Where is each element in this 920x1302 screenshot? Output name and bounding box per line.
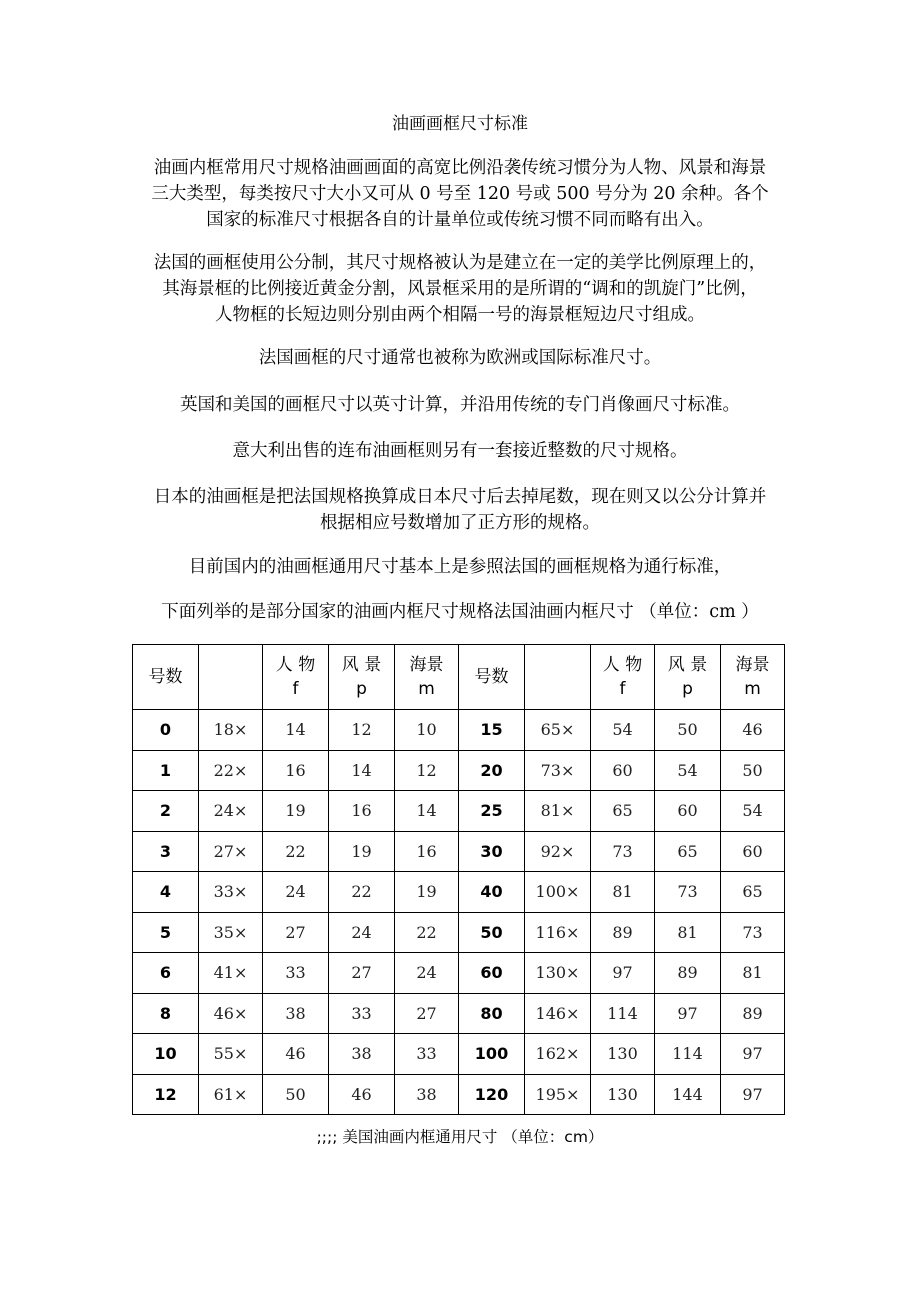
- table-row: [133, 912, 785, 953]
- table-row: [133, 1034, 785, 1075]
- cell-figure: 50: [263, 1074, 329, 1115]
- cell-figure: 33: [263, 953, 329, 994]
- cell-size: 41×: [199, 953, 263, 994]
- paragraph-line: 国家的标准尺寸根据各自的计量单位或传统习惯不同而略有出入。: [206, 210, 714, 230]
- cell-figure: 60: [591, 750, 655, 791]
- document-title: 油画画框尺寸标准: [392, 114, 528, 134]
- cell-landscape: 89: [655, 953, 721, 994]
- cell-landscape: 97: [655, 993, 721, 1034]
- table-body: [133, 710, 785, 1115]
- table-caption: [130, 599, 790, 625]
- cell-marine: 38: [395, 1074, 459, 1115]
- cell-size: 92×: [525, 831, 591, 872]
- paragraph-intro: [130, 155, 790, 233]
- cell-number: 1: [133, 750, 199, 791]
- cell-figure: 14: [263, 710, 329, 751]
- cell-figure: 54: [591, 710, 655, 751]
- header-figure: 人 物 f: [591, 645, 655, 710]
- table-row: [133, 710, 785, 751]
- table-row: [133, 831, 785, 872]
- cell-landscape: 22: [329, 872, 395, 913]
- cell-landscape: 19: [329, 831, 395, 872]
- header-marine: 海景 m: [721, 645, 785, 710]
- france-frame-size-table: [132, 644, 785, 1115]
- paragraph-line: 根据相应号数增加了正方形的规格。: [320, 513, 600, 533]
- paragraph-japan: [130, 484, 790, 536]
- paragraph-line: 油画内框常用尺寸规格油画画面的高宽比例沿袭传统习惯分为人物、风景和海景: [153, 158, 767, 178]
- cell-marine: 54: [721, 791, 785, 832]
- cell-number: 8: [133, 993, 199, 1034]
- cell-landscape: 50: [655, 710, 721, 751]
- cell-size: 100×: [525, 872, 591, 913]
- cell-size: 18×: [199, 710, 263, 751]
- header-size: [199, 645, 263, 710]
- cell-number: 25: [459, 791, 525, 832]
- cell-size: 146×: [525, 993, 591, 1034]
- header-marine: 海景 m: [395, 645, 459, 710]
- cell-marine: 10: [395, 710, 459, 751]
- cell-marine: 73: [721, 912, 785, 953]
- paragraph-line: 法国的画框使用公分制，其尺寸规格被认为是建立在一定的美学比例原理上的，: [153, 253, 767, 273]
- cell-number: 100: [459, 1034, 525, 1075]
- cell-figure: 81: [591, 872, 655, 913]
- cell-size: 65×: [525, 710, 591, 751]
- footer-caption: ;;;; 美国油画内框通用尺寸 （单位：cm）: [316, 1128, 604, 1146]
- cell-size: 33×: [199, 872, 263, 913]
- paragraph-line: 人物框的长短边则分别由两个相隔一号的海景框短边尺寸组成。: [215, 305, 705, 325]
- cell-marine: 46: [721, 710, 785, 751]
- cell-number: 6: [133, 953, 199, 994]
- cell-size: 81×: [525, 791, 591, 832]
- table-row: [133, 953, 785, 994]
- cell-number: 60: [459, 953, 525, 994]
- cell-number: 80: [459, 993, 525, 1034]
- cell-figure: 89: [591, 912, 655, 953]
- cell-landscape: 60: [655, 791, 721, 832]
- cell-size: 35×: [199, 912, 263, 953]
- cell-figure: 38: [263, 993, 329, 1034]
- cell-marine: 89: [721, 993, 785, 1034]
- cell-landscape: 24: [329, 912, 395, 953]
- cell-landscape: 27: [329, 953, 395, 994]
- cell-marine: 19: [395, 872, 459, 913]
- cell-number: 10: [133, 1034, 199, 1075]
- cell-landscape: 12: [329, 710, 395, 751]
- cell-landscape: 46: [329, 1074, 395, 1115]
- cell-marine: 22: [395, 912, 459, 953]
- cell-number: 120: [459, 1074, 525, 1115]
- cell-figure: 16: [263, 750, 329, 791]
- cell-number: 4: [133, 872, 199, 913]
- paragraph-line: 意大利出售的连布油画框则另有一套接近整数的尺寸规格。: [232, 441, 688, 461]
- header-size: [525, 645, 591, 710]
- cell-marine: 14: [395, 791, 459, 832]
- cell-figure: 114: [591, 993, 655, 1034]
- paragraph-line: 日本的油画框是把法国规格换算成日本尺寸后去掉尾数，现在则又以公分计算并: [153, 487, 767, 507]
- cell-landscape: 14: [329, 750, 395, 791]
- cell-landscape: 33: [329, 993, 395, 1034]
- table-header-row: [133, 645, 785, 710]
- cell-size: 24×: [199, 791, 263, 832]
- cell-figure: 27: [263, 912, 329, 953]
- cell-figure: 24: [263, 872, 329, 913]
- cell-size: 130×: [525, 953, 591, 994]
- cell-number: 5: [133, 912, 199, 953]
- paragraph-line: 三大类型，每类按尺寸大小又可从 0 号至 120 号或 500 号分为 20 余种。各个: [151, 184, 769, 204]
- paragraph-line: 下面列举的是部分国家的油画内框尺寸规格法国油画内框尺寸 （单位：cm ）: [161, 602, 759, 622]
- cell-figure: 130: [591, 1074, 655, 1115]
- header-landscape: 风 景 p: [329, 645, 395, 710]
- table-row: [133, 750, 785, 791]
- cell-figure: 22: [263, 831, 329, 872]
- table-row: [133, 791, 785, 832]
- header-landscape: 风 景 p: [655, 645, 721, 710]
- cell-figure: 97: [591, 953, 655, 994]
- cell-landscape: 65: [655, 831, 721, 872]
- cell-marine: 97: [721, 1034, 785, 1075]
- paragraph-italy: [130, 438, 790, 464]
- cell-landscape: 144: [655, 1074, 721, 1115]
- cell-figure: 73: [591, 831, 655, 872]
- cell-number: 50: [459, 912, 525, 953]
- cell-size: 22×: [199, 750, 263, 791]
- cell-landscape: 54: [655, 750, 721, 791]
- cell-number: 20: [459, 750, 525, 791]
- cell-marine: 33: [395, 1034, 459, 1075]
- cell-marine: 27: [395, 993, 459, 1034]
- table-row: [133, 872, 785, 913]
- cell-marine: 24: [395, 953, 459, 994]
- paragraph-france: [130, 250, 790, 328]
- cell-number: 12: [133, 1074, 199, 1115]
- table-row: [133, 993, 785, 1034]
- cell-size: 162×: [525, 1034, 591, 1075]
- cell-number: 2: [133, 791, 199, 832]
- cell-figure: 46: [263, 1034, 329, 1075]
- cell-landscape: 38: [329, 1034, 395, 1075]
- cell-marine: 50: [721, 750, 785, 791]
- paragraph-uk-us: [130, 392, 790, 418]
- cell-marine: 65: [721, 872, 785, 913]
- paragraph-international: [130, 345, 790, 371]
- cell-marine: 16: [395, 831, 459, 872]
- cell-size: 27×: [199, 831, 263, 872]
- cell-number: 0: [133, 710, 199, 751]
- cell-size: 73×: [525, 750, 591, 791]
- paragraph-line: 目前国内的油画框通用尺寸基本上是参照法国的画框规格为通行标准，: [188, 557, 732, 577]
- cell-number: 40: [459, 872, 525, 913]
- paragraph-line: 英国和美国的画框尺寸以英寸计算，并沿用传统的专门肖像画尺寸标准。: [180, 395, 740, 415]
- cell-number: 15: [459, 710, 525, 751]
- header-number: 号数: [459, 645, 525, 710]
- paragraph-domestic: [130, 554, 790, 580]
- paragraph-line: 法国画框的尺寸通常也被称为欧洲或国际标准尺寸。: [258, 348, 662, 368]
- header-figure: 人 物 f: [263, 645, 329, 710]
- cell-size: 116×: [525, 912, 591, 953]
- cell-number: 3: [133, 831, 199, 872]
- cell-figure: 65: [591, 791, 655, 832]
- cell-size: 195×: [525, 1074, 591, 1115]
- paragraph-line: 其海景框的比例接近黄金分割，风景框采用的是所谓的“调和的凯旋门”比例，: [162, 279, 758, 299]
- cell-landscape: 73: [655, 872, 721, 913]
- cell-marine: 12: [395, 750, 459, 791]
- cell-size: 46×: [199, 993, 263, 1034]
- cell-marine: 60: [721, 831, 785, 872]
- cell-landscape: 16: [329, 791, 395, 832]
- cell-size: 61×: [199, 1074, 263, 1115]
- cell-marine: 81: [721, 953, 785, 994]
- cell-figure: 130: [591, 1034, 655, 1075]
- table-row: [133, 1074, 785, 1115]
- cell-size: 55×: [199, 1034, 263, 1075]
- cell-marine: 97: [721, 1074, 785, 1115]
- header-number: 号数: [133, 645, 199, 710]
- cell-landscape: 114: [655, 1034, 721, 1075]
- cell-figure: 19: [263, 791, 329, 832]
- cell-number: 30: [459, 831, 525, 872]
- cell-landscape: 81: [655, 912, 721, 953]
